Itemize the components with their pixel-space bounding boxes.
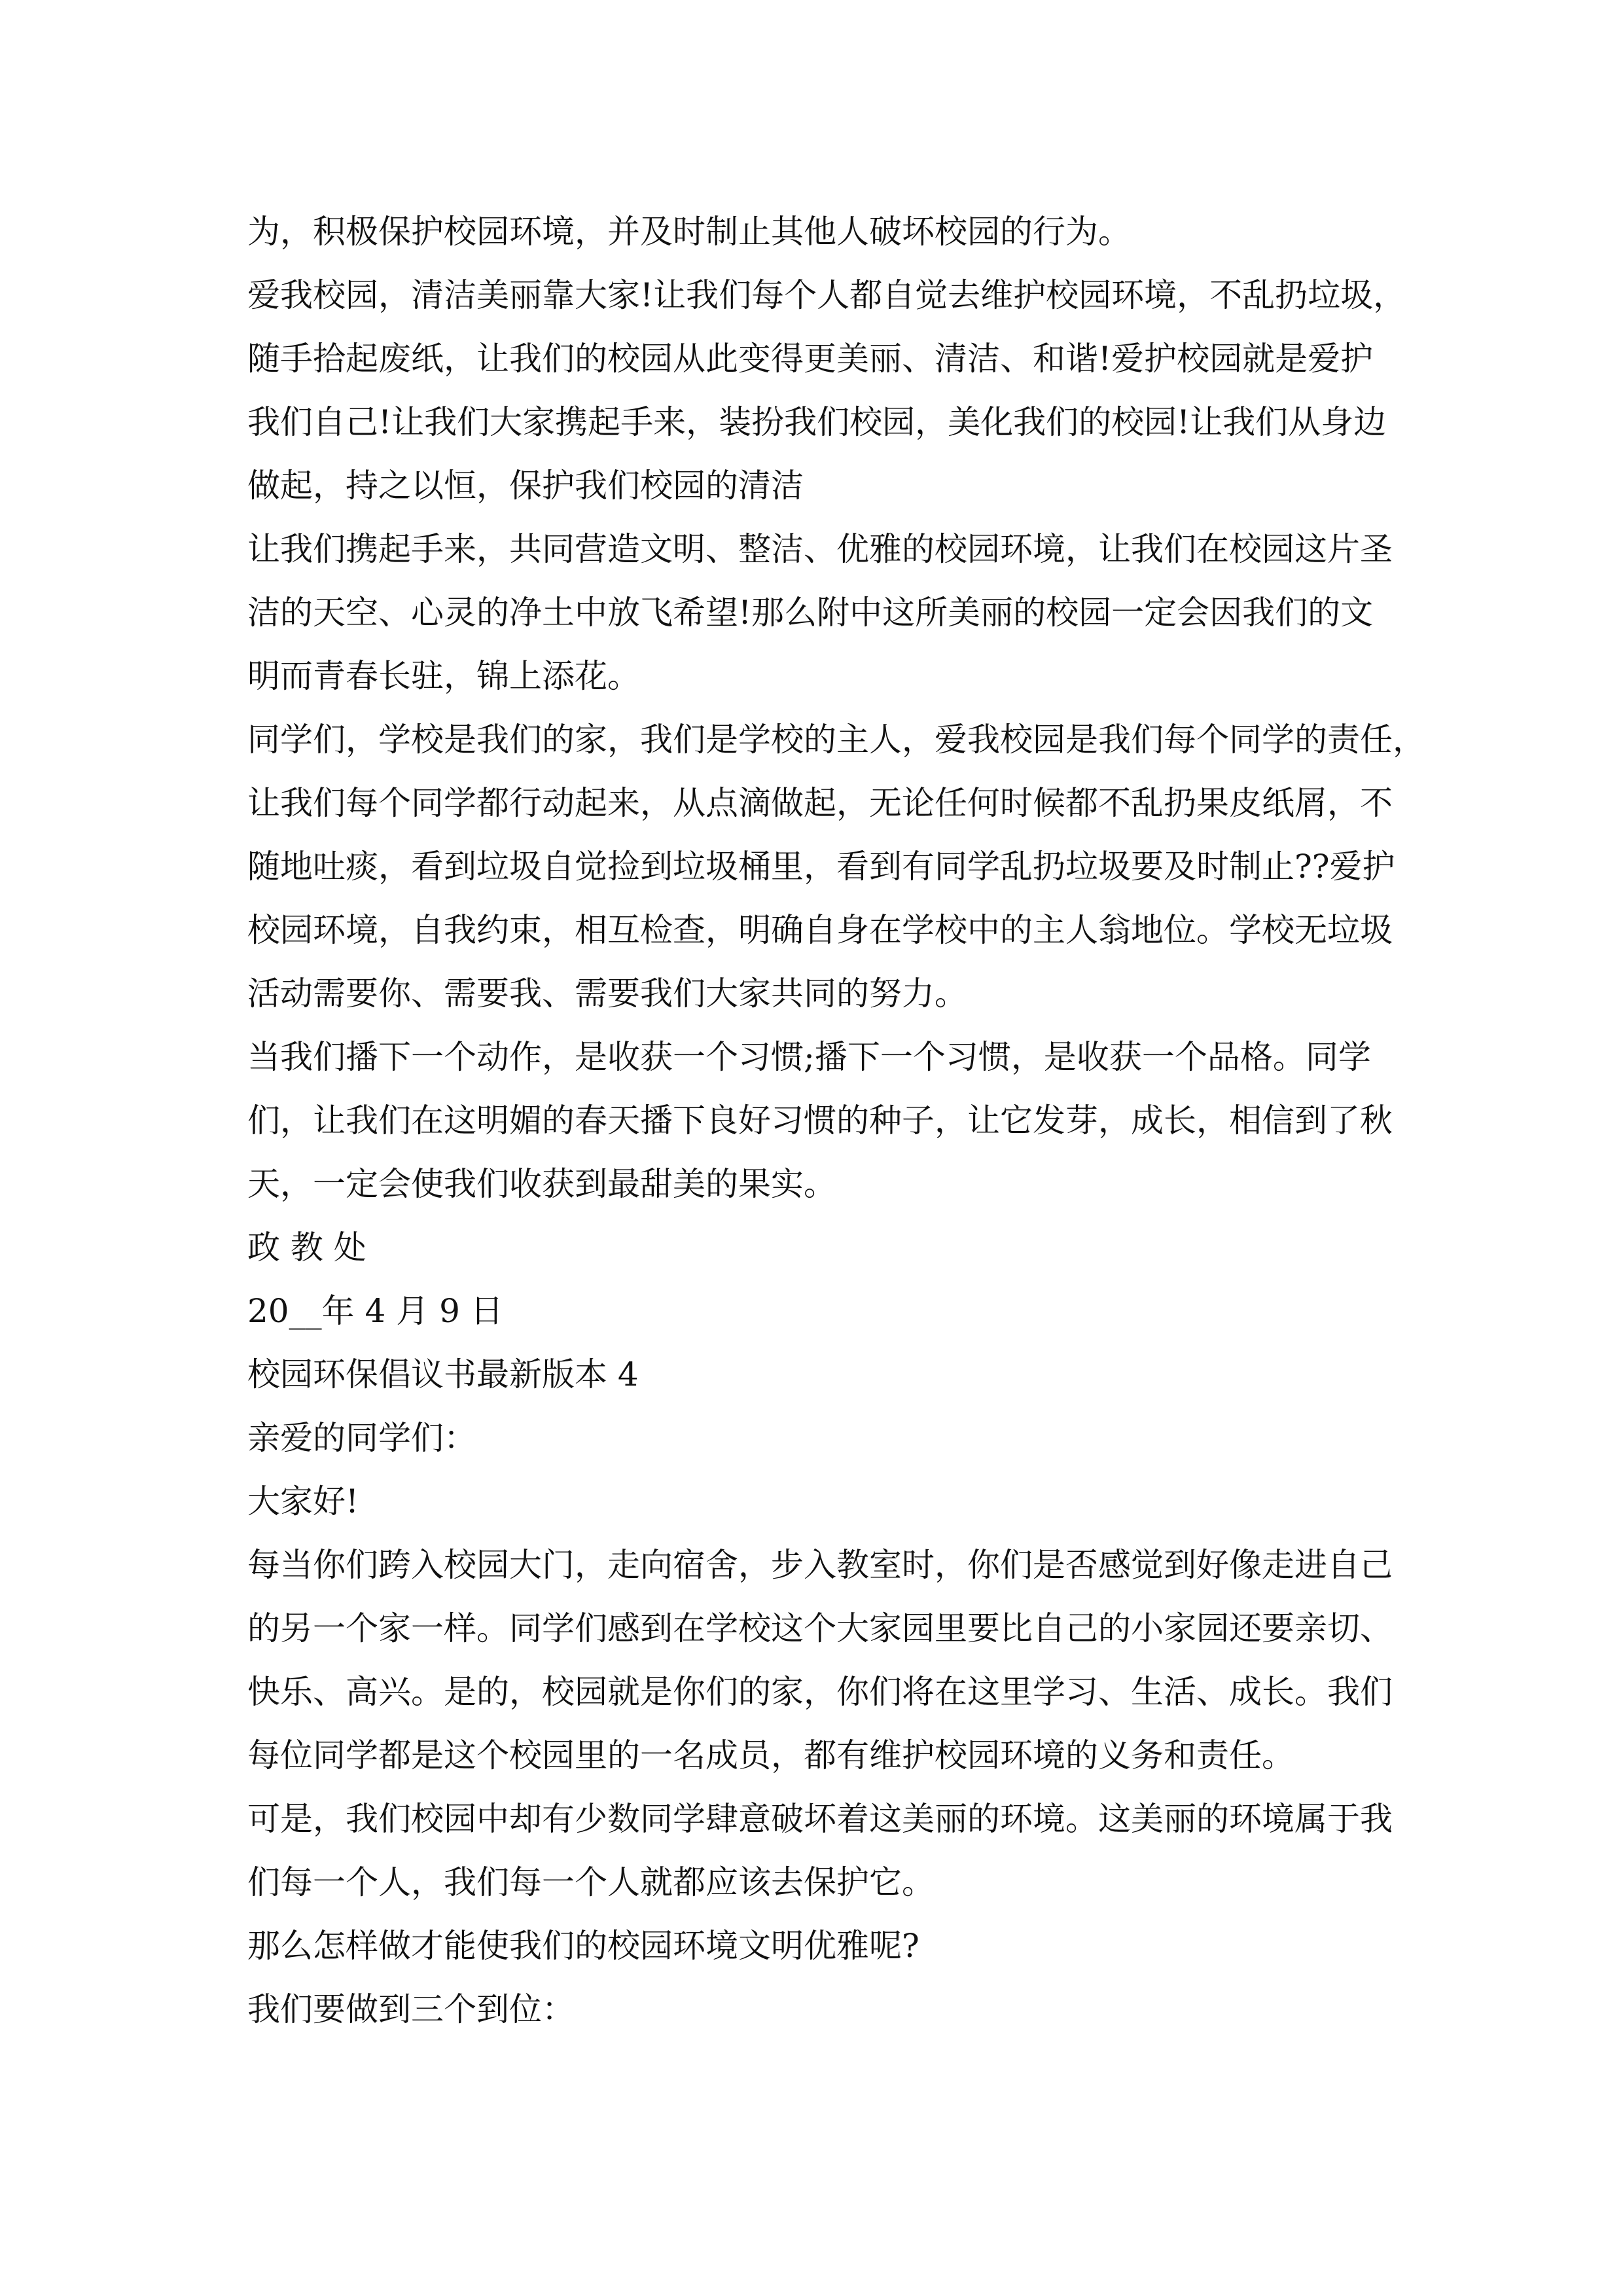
text-line: 活动需要你、需要我、需要我们大家共同的努力。 [247, 975, 967, 1013]
text-line: 同学们，学校是我们的家，我们是学校的主人，爱我校园是我们每个同学的责任， [247, 721, 1425, 759]
text-line: 让我们每个同学都行动起来，从点滴做起，无论任何时候都不乱扔果皮纸屑，不 [247, 784, 1393, 822]
section-title: 校园环保倡议书最新版本 4 [247, 1355, 639, 1393]
text-line: 当我们播下一个动作，是收获一个习惯;播下一个习惯，是收获一个品格。同学 [247, 1038, 1371, 1076]
text-line: 洁的天空、心灵的净土中放飞希望!那么附中这所美丽的校园一定会因我们的文 [247, 594, 1374, 632]
document-body [247, 200, 1425, 2041]
text-line: 每当你们跨入校园大门，走向宿舍，步入教室时，你们是否感觉到好像走进自己 [247, 1546, 1393, 1584]
text-line: 那么怎样做才能使我们的校园环境文明优雅呢? [247, 1927, 919, 1965]
text-line: 天，一定会使我们收获到最甜美的果实。 [247, 1165, 836, 1203]
text-line: 们每一个人，我们每一个人就都应该去保护它。 [247, 1863, 935, 1901]
text-line: 每位同学都是这个校园里的一名成员，都有维护校园环境的义务和责任。 [247, 1736, 1294, 1774]
text-line: 我们要做到三个到位： [247, 1990, 575, 2028]
text-line: 的另一个家一样。同学们感到在学校这个大家园里要比自己的小家园还要亲切、 [247, 1609, 1393, 1647]
text-line: 明而青春长驻，锦上添花。 [247, 657, 640, 695]
text-line: 们，让我们在这明媚的春天播下良好习惯的种子，让它发芽，成长，相信到了秋 [247, 1102, 1393, 1139]
salutation: 亲爱的同学们： [247, 1419, 476, 1457]
signature-date: 20__年 4 月 9 日 [247, 1292, 503, 1330]
text-line: 我们自己!让我们大家携起手来，装扮我们校园，美化我们的校园!让我们从身边 [247, 403, 1387, 441]
text-line: 快乐、高兴。是的，校园就是你们的家，你们将在这里学习、生活、成长。我们 [247, 1673, 1393, 1711]
text-line: 爱我校园，清洁美丽靠大家!让我们每个人都自觉去维护校园环境，不乱扔垃圾， [247, 276, 1406, 314]
text-line: 随手拾起废纸，让我们的校园从此变得更美丽、清洁、和谐!爱护校园就是爱护 [247, 340, 1374, 378]
text-line: 校园环境，自我约束，相互检查，明确自身在学校中的主人翁地位。学校无垃圾 [247, 911, 1393, 949]
text-line: 做起，持之以恒，保护我们校园的清洁 [247, 467, 804, 505]
greeting: 大家好! [247, 1482, 359, 1520]
text-line: 随地吐痰，看到垃圾自觉捡到垃圾桶里，看到有同学乱扔垃圾要及时制止??爱护 [247, 848, 1395, 886]
text-line: 可是，我们校园中却有少数同学肆意破坏着这美丽的环境。这美丽的环境属于我 [247, 1800, 1393, 1838]
text-line: 为，积极保护校园环境，并及时制止其他人破坏校园的行为。 [247, 213, 1131, 251]
signature-department: 政 教 处 [247, 1229, 366, 1266]
text-line: 让我们携起手来，共同营造文明、整洁、优雅的校园环境，让我们在校园这片圣 [247, 530, 1393, 568]
